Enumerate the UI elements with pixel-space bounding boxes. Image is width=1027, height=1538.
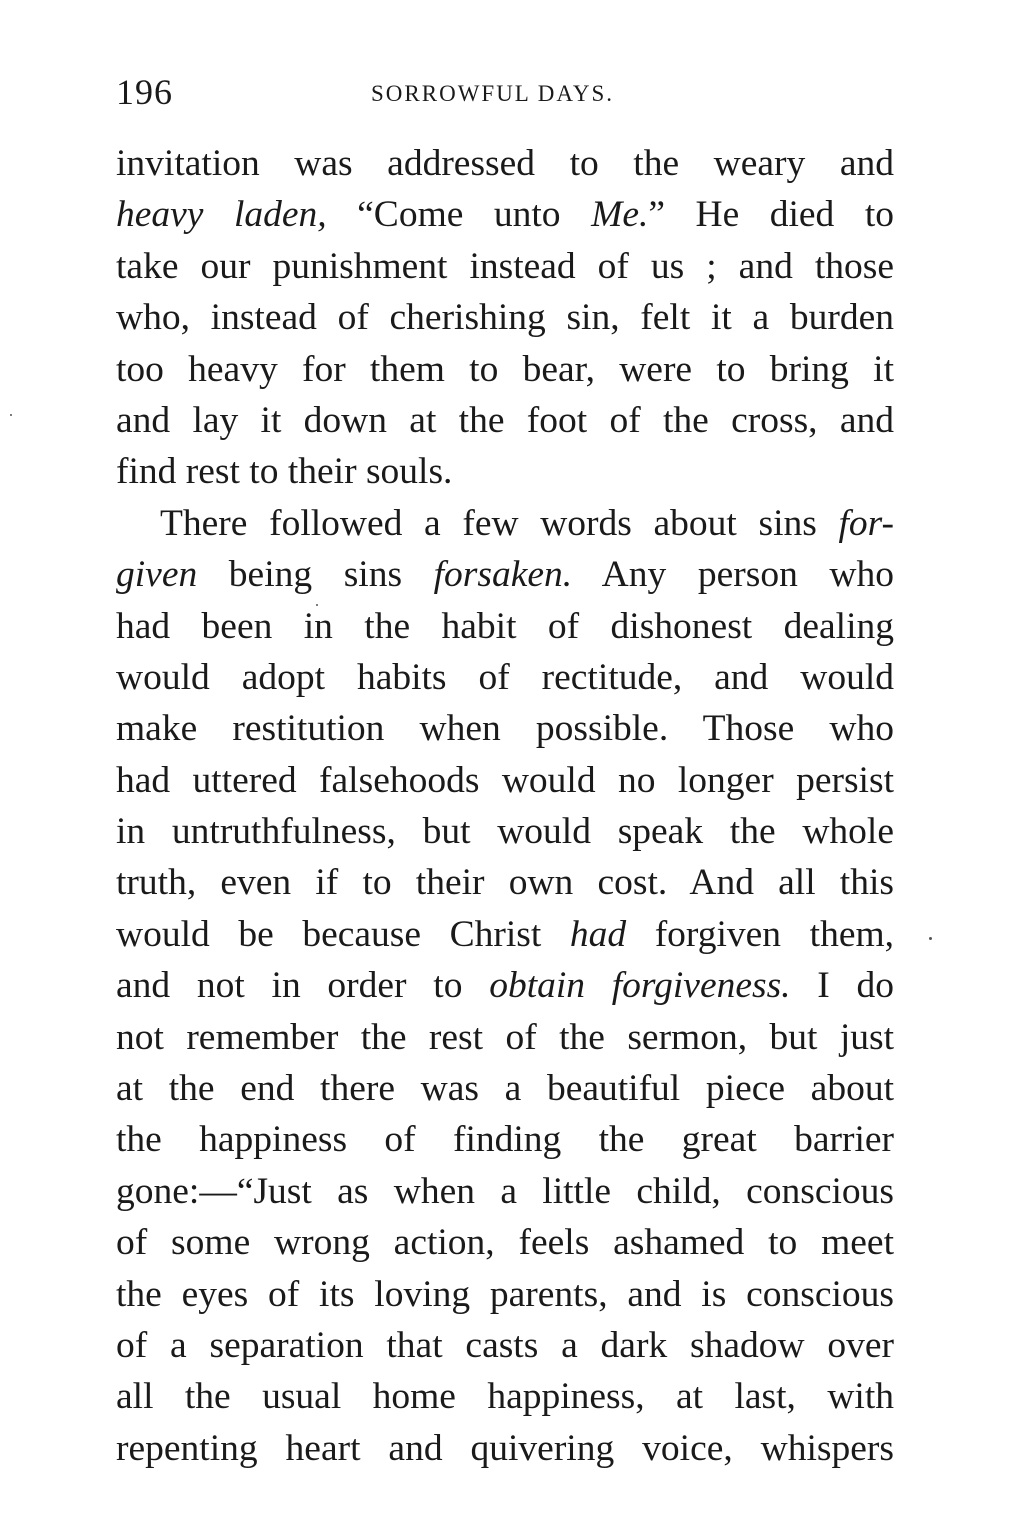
text-line: invitation was addressed to the weary and [116, 143, 894, 184]
text-line: given being sins forsaken. Any person who [116, 554, 894, 596]
running-head: SORROWFUL DAYS. [371, 81, 615, 106]
text-line: and lay it down at the foot of the cross, and [116, 399, 894, 441]
text-line: would adopt habits of rectitude, and would [116, 656, 894, 698]
text-line: at the end there was a beautiful piece about [116, 1068, 894, 1110]
text-line: who, instead of cherishing sin, felt it a burden [116, 297, 894, 339]
text-line: heavy laden, “Come unto Me.” He died to [116, 194, 894, 236]
page-header [116, 70, 892, 114]
text-line: of a separation that casts a dark shadow over [116, 1324, 894, 1366]
text-line: would be because Christ had forgiven them, [116, 913, 895, 955]
text-line: gone:—“Just as when a little child, conscious [116, 1170, 894, 1212]
text-line: There followed a few words about sins for- [160, 502, 894, 544]
text-line: the happiness of finding the great barrier [116, 1119, 894, 1161]
text-line: make restitution when possible. Those who [116, 708, 894, 750]
body-text [116, 138, 894, 1474]
text-line: repenting heart and quivering voice, whispers [116, 1427, 894, 1469]
text-line: had uttered falsehoods would no longer persist [116, 759, 894, 801]
text-line: too heavy for them to bear, were to bring it [116, 348, 894, 390]
text-line: in untruthfulness, but would speak the whole [116, 811, 894, 853]
page-number: 196 [116, 72, 173, 112]
ink-speck [929, 937, 932, 940]
text-line: and not in order to obtain forgiveness. I do [116, 965, 894, 1007]
text-line: truth, even if to their own cost. And all this [116, 862, 894, 904]
text-line: not remember the rest of the sermon, but just [116, 1016, 894, 1058]
ink-speck [10, 414, 12, 416]
text-line: take our punishment instead of us ; and those [116, 245, 894, 287]
ink-speck [316, 604, 318, 606]
text-line: the eyes of its loving parents, and is conscious [116, 1273, 894, 1315]
text-line: had been in the habit of dishonest dealing [116, 605, 894, 647]
text-line: of some wrong action, feels ashamed to meet [116, 1222, 894, 1264]
text-line: find rest to their souls. [116, 451, 453, 493]
text-line: all the usual home happiness, at last, with [116, 1376, 894, 1418]
